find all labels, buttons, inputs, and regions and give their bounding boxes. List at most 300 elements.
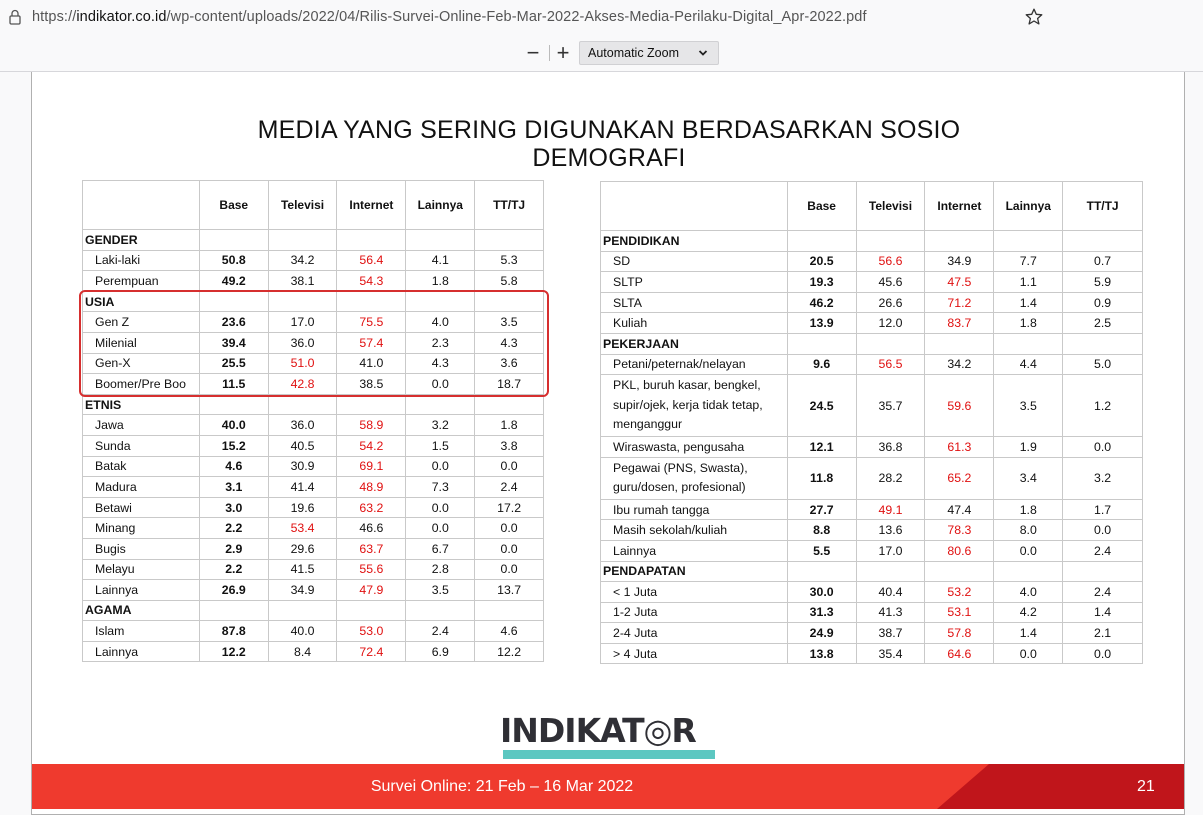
cell-base: 3.0: [199, 497, 268, 518]
table-row: [83, 415, 544, 436]
cell-tttj: 3.5: [475, 312, 544, 333]
cell-tttj: 1.4: [1063, 602, 1143, 623]
cell-base: 49.2: [199, 271, 268, 292]
cell-other: 0.0: [994, 643, 1063, 664]
cell-internet: 38.5: [337, 374, 406, 395]
cell-tv: 29.6: [268, 538, 337, 559]
usia-highlight-box: [79, 290, 549, 397]
page-title-line2: DEMOGRAFI: [532, 144, 686, 172]
empty-cell: [475, 394, 544, 415]
url-text[interactable]: [32, 9, 867, 25]
cell-tv: 38.1: [268, 271, 337, 292]
cell-other: 1.4: [994, 623, 1063, 644]
cell-base: 31.3: [787, 602, 856, 623]
cell-internet: 34.9: [925, 251, 994, 272]
row-label: Melayu: [83, 559, 200, 580]
row-label: SD: [601, 251, 788, 272]
row-label: > 4 Juta: [601, 643, 788, 664]
section-label: ETNIS: [83, 394, 200, 415]
cell-tv: 38.7: [856, 623, 925, 644]
section-label: PEKERJAAN: [601, 333, 788, 354]
cell-other: 4.3: [406, 353, 475, 374]
section-label: USIA: [83, 291, 200, 312]
cell-base: 39.4: [199, 332, 268, 353]
cell-internet: 63.7: [337, 538, 406, 559]
cell-base: 87.8: [199, 621, 268, 642]
bookmark-star-icon[interactable]: [1024, 7, 1044, 27]
table-row: [601, 436, 1143, 457]
cell-tttj: 1.7: [1063, 499, 1143, 520]
cell-tttj: 4.6: [475, 621, 544, 642]
zoom-select-value: Automatic Zoom: [588, 46, 680, 60]
table-row: [83, 271, 544, 292]
cell-tv: 53.4: [268, 518, 337, 539]
col-header-base: Base: [199, 181, 268, 230]
cell-base: 24.5: [787, 375, 856, 437]
cell-tttj: 0.0: [1063, 643, 1143, 664]
table-row: [83, 621, 544, 642]
cell-other: 2.4: [406, 621, 475, 642]
cell-tv: 8.4: [268, 641, 337, 662]
cell-other: 0.0: [406, 518, 475, 539]
table-row: [601, 313, 1143, 334]
cell-other: 6.9: [406, 641, 475, 662]
empty-cell: [787, 561, 856, 582]
cell-other: 4.4: [994, 354, 1063, 375]
section-row: [83, 600, 544, 621]
cell-base: 2.9: [199, 538, 268, 559]
page-title-line1: MEDIA YANG SERING DIGUNAKAN BERDASARKAN SOSIO: [257, 116, 961, 144]
cell-internet: 63.2: [337, 497, 406, 518]
cell-internet: 80.6: [925, 540, 994, 561]
cell-tttj: 0.0: [475, 456, 544, 477]
cell-base: 50.8: [199, 250, 268, 271]
row-label: Lainnya: [83, 580, 200, 601]
cell-other: 1.4: [994, 292, 1063, 313]
table-row: [83, 497, 544, 518]
cell-base: 12.1: [787, 436, 856, 457]
cell-base: 23.6: [199, 312, 268, 333]
section-row: [83, 230, 544, 251]
empty-cell: [337, 600, 406, 621]
table-header-row: [83, 181, 544, 230]
empty-cell: [199, 394, 268, 415]
cell-tttj: 0.0: [1063, 520, 1143, 541]
cell-internet: 75.5: [337, 312, 406, 333]
cell-tv: 56.5: [856, 354, 925, 375]
cell-tttj: 5.3: [475, 250, 544, 271]
table-row: [601, 623, 1143, 644]
cell-tv: 36.0: [268, 415, 337, 436]
table-row: [83, 456, 544, 477]
cell-base: 3.1: [199, 477, 268, 498]
zoom-select[interactable]: [579, 41, 719, 65]
empty-cell: [199, 230, 268, 251]
cell-tttj: 1.8: [475, 415, 544, 436]
cell-other: 4.2: [994, 602, 1063, 623]
cell-tv: 40.0: [268, 621, 337, 642]
cell-base: 2.2: [199, 518, 268, 539]
cell-tttj: 13.7: [475, 580, 544, 601]
row-label: Masih sekolah/kuliah: [601, 520, 788, 541]
chevron-down-icon: [698, 48, 708, 58]
cell-base: 11.5: [199, 374, 268, 395]
zoom-in-button[interactable]: +: [556, 40, 570, 65]
col-header-tttj: TT/TJ: [475, 181, 544, 230]
row-label: Lainnya: [601, 540, 788, 561]
cell-other: 0.0: [406, 374, 475, 395]
cell-other: 0.0: [406, 456, 475, 477]
table-row: [601, 499, 1143, 520]
cell-tttj: 5.8: [475, 271, 544, 292]
col-header-televisi: Televisi: [856, 182, 925, 231]
empty-cell: [994, 231, 1063, 252]
url-path: /wp-content/uploads/2022/04/Rilis-Survei-Online-Feb-Mar-2022-Akses-Media-Perilaku-Digital_Apr-2022.pdf: [166, 9, 867, 25]
empty-cell: [925, 333, 994, 354]
row-label: Wiraswasta, pengusaha: [601, 436, 788, 457]
section-row: [83, 394, 544, 415]
col-header-lainnya: Lainnya: [406, 181, 475, 230]
cell-internet: 48.9: [337, 477, 406, 498]
table-row: [83, 435, 544, 456]
section-row: [601, 561, 1143, 582]
cell-internet: 53.1: [925, 602, 994, 623]
col-header-internet: Internet: [337, 181, 406, 230]
cell-internet: 55.6: [337, 559, 406, 580]
cell-base: 8.8: [787, 520, 856, 541]
cell-tttj: 0.7: [1063, 251, 1143, 272]
table-row: [601, 354, 1143, 375]
corner-header: [601, 182, 788, 231]
cell-internet: 72.4: [337, 641, 406, 662]
cell-internet: 34.2: [925, 354, 994, 375]
empty-cell: [856, 333, 925, 354]
row-label: Ibu rumah tangga: [601, 499, 788, 520]
cell-other: 1.5: [406, 435, 475, 456]
cell-internet: 54.3: [337, 271, 406, 292]
cell-base: 27.7: [787, 499, 856, 520]
cell-tv: 13.6: [856, 520, 925, 541]
empty-cell: [406, 230, 475, 251]
cell-other: 3.5: [406, 580, 475, 601]
cell-internet: 69.1: [337, 456, 406, 477]
cell-base: 24.9: [787, 623, 856, 644]
cell-other: 8.0: [994, 520, 1063, 541]
row-label: Laki-laki: [83, 250, 200, 271]
cell-internet: 78.3: [925, 520, 994, 541]
table-row: [83, 477, 544, 498]
table-row: [601, 540, 1143, 561]
cell-tttj: 0.0: [475, 559, 544, 580]
footer-survey-dates: Survei Online: 21 Feb – 16 Mar 2022: [370, 778, 634, 795]
cell-other: 2.3: [406, 332, 475, 353]
cell-tttj: 0.0: [475, 538, 544, 559]
cell-internet: 57.4: [337, 332, 406, 353]
pdf-viewer[interactable]: [0, 72, 1203, 815]
cell-tttj: 17.2: [475, 497, 544, 518]
cell-other: 7.7: [994, 251, 1063, 272]
cell-internet: 53.2: [925, 582, 994, 603]
page-number: 21: [1137, 778, 1155, 795]
page-footer: [32, 764, 1185, 809]
cell-internet: 47.5: [925, 272, 994, 293]
empty-cell: [406, 394, 475, 415]
cell-base: 9.6: [787, 354, 856, 375]
empty-cell: [475, 600, 544, 621]
cell-base: 20.5: [787, 251, 856, 272]
cell-other: 3.5: [994, 375, 1063, 437]
cell-internet: 41.0: [337, 353, 406, 374]
cell-tv: 41.5: [268, 559, 337, 580]
cell-tv: 42.8: [268, 374, 337, 395]
cell-tttj: 0.0: [475, 518, 544, 539]
cell-other: 1.9: [994, 436, 1063, 457]
cell-tttj: 2.5: [1063, 313, 1143, 334]
cell-tv: 26.6: [856, 292, 925, 313]
row-label: Batak: [83, 456, 200, 477]
lock-icon[interactable]: [8, 9, 22, 25]
cell-tv: 17.0: [856, 540, 925, 561]
cell-tttj: 0.9: [1063, 292, 1143, 313]
row-label: Minang: [83, 518, 200, 539]
cell-base: 13.9: [787, 313, 856, 334]
cell-base: 5.5: [787, 540, 856, 561]
cell-tv: 19.6: [268, 497, 337, 518]
table-row: [601, 272, 1143, 293]
row-label: < 1 Juta: [601, 582, 788, 603]
row-label: Gen-X: [83, 353, 200, 374]
row-label: PKL, buruh kasar, bengkel, supir/ojek, kerja tidak tetap, menganggur: [601, 375, 788, 437]
cell-internet: 59.6: [925, 375, 994, 437]
section-label: GENDER: [83, 230, 200, 251]
cell-other: 1.1: [994, 272, 1063, 293]
cell-base: 12.2: [199, 641, 268, 662]
row-label: SLTP: [601, 272, 788, 293]
cell-tttj: 2.1: [1063, 623, 1143, 644]
section-row: [601, 333, 1143, 354]
empty-cell: [268, 600, 337, 621]
empty-cell: [199, 600, 268, 621]
table-header-row: [601, 182, 1143, 231]
url-host: indikator.co.id: [76, 9, 167, 25]
cell-internet: 53.0: [337, 621, 406, 642]
cell-tv: 36.0: [268, 332, 337, 353]
row-label: Petani/peternak/nelayan: [601, 354, 788, 375]
cell-base: 25.5: [199, 353, 268, 374]
cell-tv: 51.0: [268, 353, 337, 374]
empty-cell: [406, 600, 475, 621]
zoom-out-button[interactable]: −: [526, 40, 540, 65]
cell-base: 30.0: [787, 582, 856, 603]
cell-base: 19.3: [787, 272, 856, 293]
cell-other: 0.0: [994, 540, 1063, 561]
cell-other: 6.7: [406, 538, 475, 559]
cell-tttj: 2.4: [475, 477, 544, 498]
row-label: 1-2 Juta: [601, 602, 788, 623]
table-row: [83, 641, 544, 662]
cell-tv: 40.4: [856, 582, 925, 603]
address-bar[interactable]: [0, 0, 1050, 34]
cell-tv: 34.9: [268, 580, 337, 601]
cell-tttj: 1.2: [1063, 375, 1143, 437]
cell-tv: 36.8: [856, 436, 925, 457]
cell-internet: 57.8: [925, 623, 994, 644]
empty-cell: [337, 394, 406, 415]
cell-other: 0.0: [406, 497, 475, 518]
cell-tv: 34.2: [268, 250, 337, 271]
cell-tv: 56.6: [856, 251, 925, 272]
url-scheme: https://: [32, 9, 77, 25]
empty-cell: [787, 333, 856, 354]
cell-base: 2.2: [199, 559, 268, 580]
empty-cell: [268, 230, 337, 251]
cell-tttj: 4.3: [475, 332, 544, 353]
pdf-toolbar: [0, 34, 1203, 72]
table-row: [601, 375, 1143, 437]
table-row: [601, 602, 1143, 623]
row-label: Betawi: [83, 497, 200, 518]
table-row: [601, 292, 1143, 313]
cell-internet: 54.2: [337, 435, 406, 456]
cell-tttj: 3.8: [475, 435, 544, 456]
cell-other: 1.8: [994, 313, 1063, 334]
cell-other: 1.8: [994, 499, 1063, 520]
table-row: [601, 643, 1143, 664]
empty-cell: [856, 561, 925, 582]
table-row: [83, 538, 544, 559]
cell-tv: 45.6: [856, 272, 925, 293]
table-row: [83, 559, 544, 580]
empty-cell: [1063, 333, 1143, 354]
table-row: [601, 582, 1143, 603]
empty-cell: [268, 394, 337, 415]
col-header-televisi: Televisi: [268, 181, 337, 230]
cell-other: 1.8: [406, 271, 475, 292]
col-header-tttj: TT/TJ: [1063, 182, 1143, 231]
cell-internet: 83.7: [925, 313, 994, 334]
cell-internet: 47.9: [337, 580, 406, 601]
cell-tttj: 5.9: [1063, 272, 1143, 293]
row-label: Pegawai (PNS, Swasta), guru/dosen, profesional): [601, 457, 788, 499]
empty-cell: [475, 230, 544, 251]
row-label: Kuliah: [601, 313, 788, 334]
pdf-page: [31, 72, 1185, 815]
cell-base: 15.2: [199, 435, 268, 456]
cell-other: 4.0: [994, 582, 1063, 603]
table-row: [601, 457, 1143, 499]
indikator-logo: [500, 711, 716, 758]
cell-internet: 64.6: [925, 643, 994, 664]
cell-tttj: 0.0: [1063, 436, 1143, 457]
cell-tv: 35.7: [856, 375, 925, 437]
row-label: Boomer/Pre Boo: [83, 374, 200, 395]
row-label: SLTA: [601, 292, 788, 313]
cell-tttj: 2.4: [1063, 540, 1143, 561]
row-label: Gen Z: [83, 312, 200, 333]
cell-base: 4.6: [199, 456, 268, 477]
table-row: [601, 520, 1143, 541]
cell-tv: 30.9: [268, 456, 337, 477]
cell-internet: 61.3: [925, 436, 994, 457]
cell-other: 3.2: [406, 415, 475, 436]
empty-cell: [856, 231, 925, 252]
cell-base: 11.8: [787, 457, 856, 499]
logo-text: INDIKAT◎R: [500, 711, 696, 750]
cell-other: 2.8: [406, 559, 475, 580]
cell-internet: 71.2: [925, 292, 994, 313]
section-label: AGAMA: [83, 600, 200, 621]
empty-cell: [1063, 561, 1143, 582]
cell-tttj: 3.2: [1063, 457, 1143, 499]
col-header-internet: Internet: [925, 182, 994, 231]
cell-tv: 41.4: [268, 477, 337, 498]
cell-tv: 49.1: [856, 499, 925, 520]
table-row: [83, 518, 544, 539]
cell-internet: 65.2: [925, 457, 994, 499]
row-label: Islam: [83, 621, 200, 642]
row-label: Madura: [83, 477, 200, 498]
table-row: [601, 251, 1143, 272]
col-header-base: Base: [787, 182, 856, 231]
section-row: [601, 231, 1143, 252]
cell-tv: 35.4: [856, 643, 925, 664]
cell-tv: 17.0: [268, 312, 337, 333]
cell-internet: 46.6: [337, 518, 406, 539]
cell-tttj: 5.0: [1063, 354, 1143, 375]
cell-tttj: 12.2: [475, 641, 544, 662]
cell-internet: 47.4: [925, 499, 994, 520]
cell-tttj: 18.7: [475, 374, 544, 395]
row-label: Milenial: [83, 332, 200, 353]
row-label: Jawa: [83, 415, 200, 436]
logo-underline-bar: [503, 750, 715, 759]
section-label: PENDAPATAN: [601, 561, 788, 582]
cell-other: 4.1: [406, 250, 475, 271]
cell-base: 40.0: [199, 415, 268, 436]
empty-cell: [994, 561, 1063, 582]
cell-other: 3.4: [994, 457, 1063, 499]
cell-internet: 56.4: [337, 250, 406, 271]
cell-tv: 41.3: [856, 602, 925, 623]
corner-header: [83, 181, 200, 230]
cell-other: 7.3: [406, 477, 475, 498]
table-row: [83, 580, 544, 601]
cell-tttj: 2.4: [1063, 582, 1143, 603]
cell-tv: 28.2: [856, 457, 925, 499]
col-header-lainnya: Lainnya: [994, 182, 1063, 231]
row-label: Perempuan: [83, 271, 200, 292]
empty-cell: [925, 231, 994, 252]
cell-tv: 40.5: [268, 435, 337, 456]
row-label: Bugis: [83, 538, 200, 559]
empty-cell: [1063, 231, 1143, 252]
row-label: Lainnya: [83, 641, 200, 662]
cell-base: 26.9: [199, 580, 268, 601]
row-label: 2-4 Juta: [601, 623, 788, 644]
left-data-table: [82, 180, 544, 662]
empty-cell: [925, 561, 994, 582]
cell-tv: 12.0: [856, 313, 925, 334]
cell-internet: 58.9: [337, 415, 406, 436]
empty-cell: [994, 333, 1063, 354]
empty-cell: [337, 230, 406, 251]
table-row: [83, 250, 544, 271]
row-label: Sunda: [83, 435, 200, 456]
cell-base: 46.2: [787, 292, 856, 313]
section-label: PENDIDIKAN: [601, 231, 788, 252]
cell-base: 13.8: [787, 643, 856, 664]
right-data-table: [600, 181, 1143, 664]
